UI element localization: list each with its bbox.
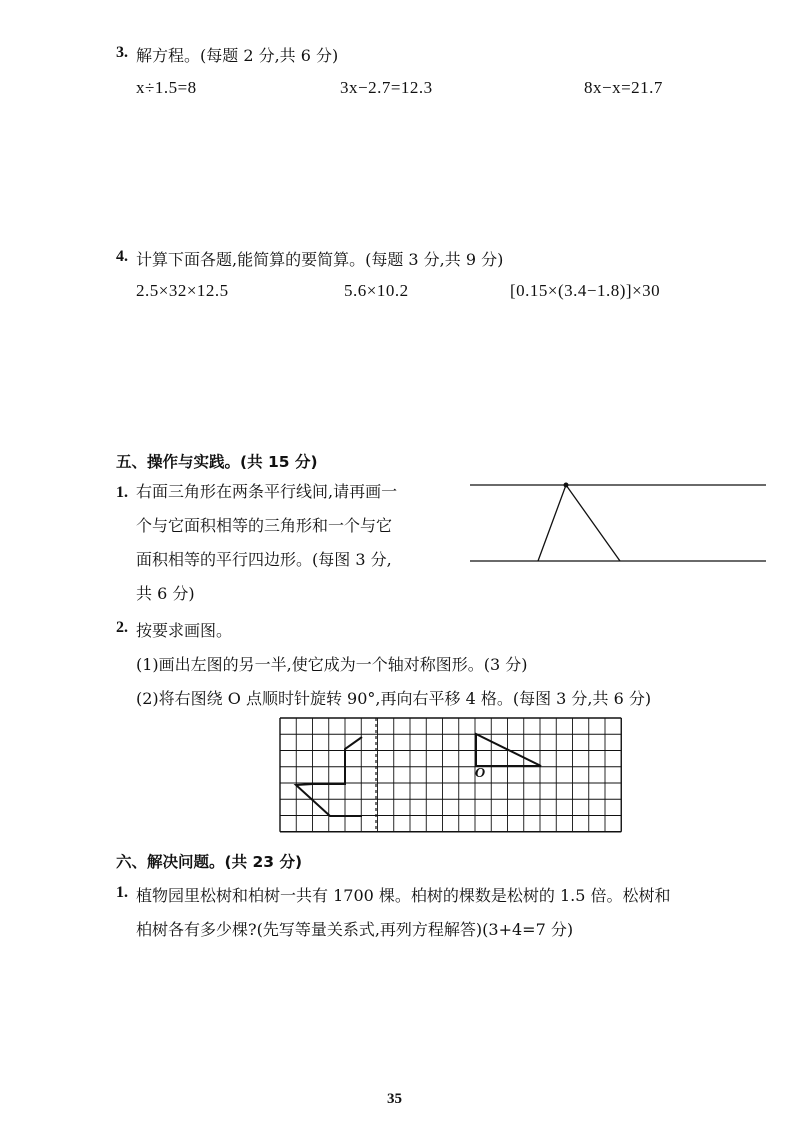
s5-q2-instruction: 按要求画图。 [136,621,233,640]
origin-point-label: O [475,766,486,781]
s5-q1-line: 个与它面积相等的三角形和一个与它 [136,516,393,535]
s5-q1-text [136,475,466,611]
q3-equation-3: 8x−x=21.7 [584,78,663,97]
q3-equation-1: x÷1.5=8 [136,78,197,97]
section5-heading: 五、操作与实践。(共 15 分) [116,453,318,471]
s5-q1-number: 1. [116,484,128,501]
triangle [538,485,620,561]
s5-q1-line: 右面三角形在两条平行线间,请再画一 [136,482,398,501]
page-number: 35 [387,1091,402,1107]
right-triangle-figure [476,734,541,766]
s6-q1-line-1: 植物园里松树和柏树一共有 1700 棵。柏树的棵数是松树的 1.5 倍。松树和 [136,886,671,905]
q4-number: 4. [116,248,128,265]
s5-q2-sub2: (2)将右图绕 O 点顺时针旋转 90°,再向右平移 4 格。(每图 3 分,共 6 分) [136,689,652,708]
s5-q1-line: 面积相等的平行四边形。(每图 3 分, [136,550,392,569]
s6-q1-number: 1. [116,884,128,901]
drawing-grid [278,716,626,836]
parallel-lines-figure [468,476,770,570]
q3-instruction: 解方程。(每题 2 分,共 6 分) [136,46,339,65]
q4-expression-3: [0.15×(3.4−1.8)]×30 [510,281,661,300]
q4-expression-1: 2.5×32×12.5 [136,281,229,300]
q3-number: 3. [116,44,128,61]
s6-q1-line-2: 柏树各有多少棵?(先写等量关系式,再列方程解答)(3+4=7 分) [136,920,574,939]
q4-expression-2: 5.6×10.2 [344,281,409,300]
grid-lines [280,718,621,832]
triangle-apex-point [564,483,569,488]
q4-instruction: 计算下面各题,能简算的要简算。(每题 3 分,共 9 分) [136,250,504,269]
q3-equation-2: 3x−2.7=12.3 [340,78,433,97]
s5-q1-line: 共 6 分) [136,584,195,603]
section6-heading: 六、解决问题。(共 23 分) [116,853,303,871]
s5-q2-number: 2. [116,619,128,636]
s5-q2-sub1: (1)画出左图的另一半,使它成为一个轴对称图形。(3 分) [136,655,528,674]
